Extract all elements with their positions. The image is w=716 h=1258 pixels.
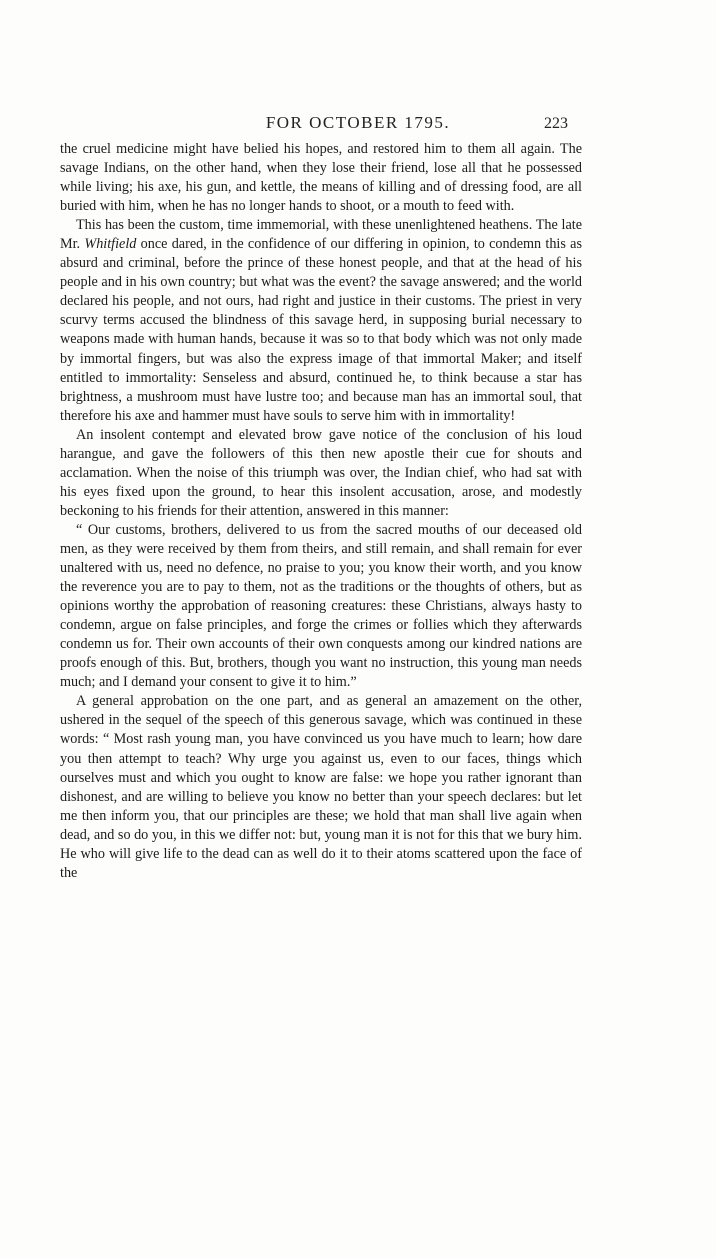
paragraph-4: “ Our customs, brothers, delivered to us from the sacred mouths of our deceased old men, as they were received by them from theirs, and still remain, and shall remain for ever unaltered with us, need no defence, no praise to you; you know their worth, and you know the reverence you are to pay to them, not as the traditions or the thoughts of others, but as opinions worthy the approbation of reasoning creatures: these Christians, always hasty to condemn, argue on false principles, and forge the crimes or follies which they afterwards condemn us for. Their own accounts of their own conquests among our kindred nations are proofs enough of this. But, brothers, though you want no instruction, this young man needs much; and I demand your consent to give it to him.”	[60, 521, 582, 691]
page-number: 223	[544, 115, 568, 132]
running-title: FOR OCTOBER 1795.	[265, 113, 451, 132]
whitfield-name: Whitfield	[84, 236, 137, 253]
paragraph-2-part-2: once dared, in the confidence of our differing in opinion, to condemn this as absurd and criminal, before the prince of these honest people, and that at the head of his people and in his own country; but what was the event? the savage answered; and the world declared his people, and not ours, had right and justice in their customs. The priest in very scurvy terms accused the blindness of this savage herd, in supposing burial necessary to weapons made with human hands, because it was so to that body which was not only made by immortal fingers, but was also the express image of that immortal Maker; and itself entitled to immortality: Senseless and absurd, continued he, to think because a star has brightness, a mushroom must have lustre too; and because man has an immortal soul, that therefore his axe and hammer must have souls to serve him with in immortality!	[60, 236, 582, 424]
paragraph-2-part-1: This has been the custom, time immemorial, with these unenlightened heathens. The late Mr.	[60, 217, 582, 253]
paragraph-3: An insolent contempt and elevated brow gave notice of the conclusion of his loud harangue, and gave the followers of this then new apostle their cue for shouts and acclamation. When the noise of this triumph was over, the Indian chief, who had sat with his eyes fixed upon the ground, to hear this insolent accusation, arose, and modestly beckoning to his friends for their attention, answered in this manner:	[60, 426, 582, 519]
body-text	[60, 140, 582, 883]
running-head	[0, 113, 716, 143]
paragraph-5: A general approbation on the one part, and as general an amazement on the other, ushered in the sequel of the speech of this generous savage, which was continued in these words: “ Most rash young man, you have convinced us you have much to learn; how dare you then attempt to teach? Why urge you against us, even to our faces, things which ourselves must and which you ought to know are false: we hope you rather ignorant than dishonest, and are willing to believe you know no better than your speech declares: but let me then inform you, that our principles are these; we hold that man shall live again when dead, and so do you, in this we differ not: but, young man it is not for this that we bury him. He who will give life to the dead can as well do it to their atoms scattered upon the face of the	[60, 693, 582, 881]
paragraph-2	[60, 216, 582, 426]
paragraph-1: the cruel medicine might have belied his hopes, and restored him to them all again. The savage Indians, on the other hand, when they lose their friend, lose all that he possessed while living; his axe, his gun, and kettle, the means of killing and of dressing food, are all buried with him, when he has no longer hands to shoot, or a mouth to feed with.	[60, 141, 582, 215]
